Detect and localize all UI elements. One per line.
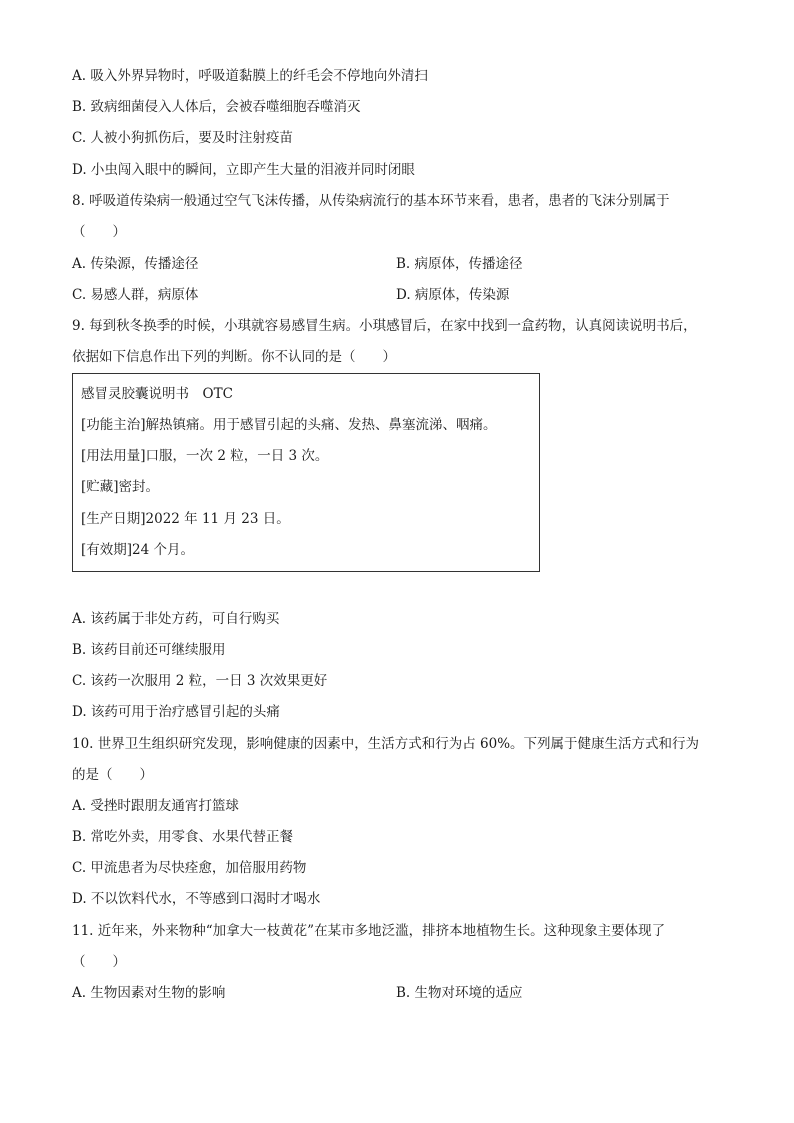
q10-option-c: C. 甲流患者为尽快痊愈，加倍服用药物 <box>72 860 307 876</box>
q11-blank: （ ） <box>72 954 126 970</box>
q8-option-d: D. 病原体，传染源 <box>396 287 510 303</box>
instructions-indications: [功能主治]解热镇痛。用于感冒引起的头痛、发热、鼻塞流涕、咽痛。 <box>81 417 497 433</box>
q9-option-d: D. 该药可用于治疗感冒引起的头痛 <box>72 704 280 720</box>
medicine-instructions-box <box>72 373 540 572</box>
q9-option-c: C. 该药一次服用 2 粒，一日 3 次效果更好 <box>72 673 328 689</box>
q8-option-b: B. 病原体，传播途径 <box>396 256 523 272</box>
q10-stem-line-1: 10. 世界卫生组织研究发现，影响健康的因素中，生活方式和行为占 60%。下列属于健康生活方式和行为 <box>72 736 700 752</box>
instructions-dosage: [用法用量]口服，一次 2 粒，一日 3 次。 <box>81 448 329 464</box>
q11-option-b: B. 生物对环境的适应 <box>396 985 523 1001</box>
q11-option-a: A. 生物因素对生物的影响 <box>72 985 226 1001</box>
q8-option-a: A. 传染源，传播途径 <box>72 256 199 272</box>
q7-option-c: C. 人被小狗抓伤后，要及时注射疫苗 <box>72 130 293 146</box>
q10-option-b: B. 常吃外卖，用零食、水果代替正餐 <box>72 829 294 845</box>
q8-stem: 8. 呼吸道传染病一般通过空气飞沫传播，从传染病流行的基本环节来看，患者，患者的飞沫分别属于 <box>72 193 670 209</box>
instructions-title: 感冒灵胶囊说明书 OTC <box>81 386 233 402</box>
instructions-validity: [有效期]24 个月。 <box>81 542 195 558</box>
q9-stem-line-1: 9. 每到秋冬换季的时候，小琪就容易感冒生病。小琪感冒后，在家中找到一盒药物，认真阅读说明书后， <box>72 318 697 334</box>
q7-option-d: D. 小虫闯入眼中的瞬间，立即产生大量的泪液并同时闭眼 <box>72 162 415 178</box>
q8-option-c: C. 易感人群，病原体 <box>72 287 199 303</box>
q7-option-b: B. 致病细菌侵入人体后，会被吞噬细胞吞噬消灭 <box>72 99 361 115</box>
q10-stem-line-2: 的是（ ） <box>72 767 153 783</box>
instructions-production-date: [生产日期]2022 年 11 月 23 日。 <box>81 511 290 527</box>
q7-option-a: A. 吸入外界异物时，呼吸道黏膜上的纤毛会不停地向外清扫 <box>72 68 428 84</box>
q9-option-a: A. 该药属于非处方药，可自行购买 <box>72 611 280 627</box>
q11-stem: 11. 近年来，外来物种“加拿大一枝黄花”在某市多地泛滥，排挤本地植物生长。这种现象主要体现了 <box>72 923 666 939</box>
q10-option-a: A. 受挫时跟朋友通宵打篮球 <box>72 798 239 814</box>
instructions-storage: [贮藏]密封。 <box>81 479 160 495</box>
q10-option-d: D. 不以饮料代水，不等感到口渴时才喝水 <box>72 891 321 907</box>
q8-blank: （ ） <box>72 224 126 240</box>
q9-stem-line-2: 依据如下信息作出下列的判断。你不认同的是（ ） <box>72 349 396 365</box>
q9-option-b: B. 该药目前还可继续服用 <box>72 642 226 658</box>
